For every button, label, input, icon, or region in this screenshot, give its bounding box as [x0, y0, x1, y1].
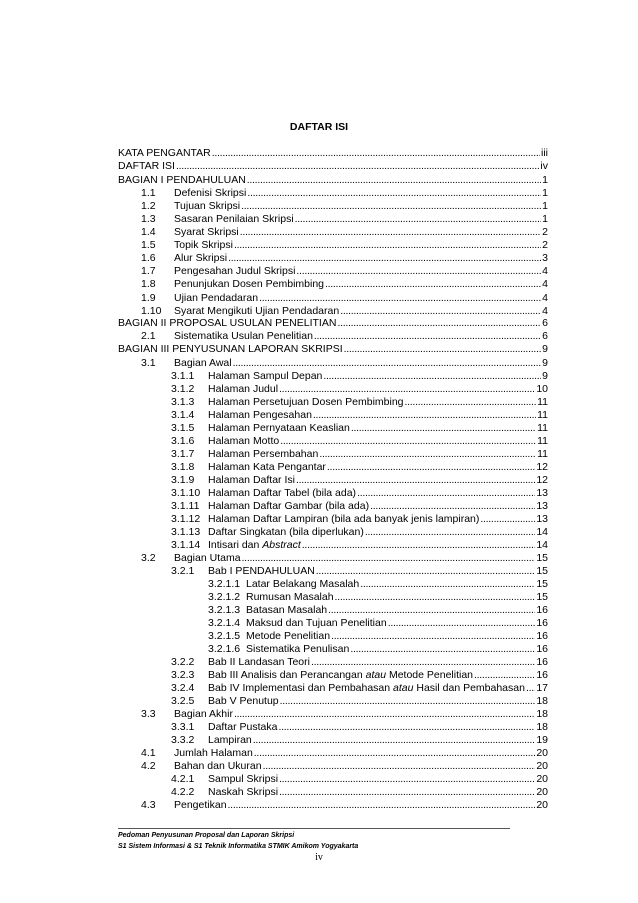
toc-leader-dots [327, 461, 535, 474]
toc-entry-title: Halaman Daftar Isi [208, 474, 295, 486]
toc-leader-dots [247, 187, 541, 200]
toc-entry-number: 1.4 [141, 226, 156, 238]
toc-entry-page: 1 [542, 213, 548, 225]
toc-entry-page: 16 [536, 617, 548, 629]
toc-entry-page: 19 [536, 734, 548, 746]
toc-entry-page: 15 [536, 565, 548, 577]
toc-leader-dots [405, 396, 537, 409]
toc-entry-title: BAGIAN I PENDAHULUAN [118, 174, 246, 186]
toc-entry-number: 3.2.1.1 [208, 578, 241, 590]
toc-entry-title: Halaman Sampul Depan [208, 370, 323, 382]
toc-entry [0, 187, 548, 200]
toc-entry [0, 591, 548, 604]
toc-entry-page: 11 [537, 435, 548, 447]
toc-entry-number: 3.3 [141, 708, 156, 720]
toc-entry-number: 3.2.2 [171, 656, 195, 668]
toc-entry [0, 630, 548, 643]
toc-entry-title: Ujian Pendadaran [174, 292, 259, 304]
toc-leader-dots [259, 292, 541, 305]
toc-entry-title: Halaman Daftar Lampiran (bila ada banyak jenis lampiran) [208, 513, 480, 525]
toc-leader-dots [480, 513, 535, 526]
toc-entry-title: KATA PENGANTAR [118, 147, 211, 159]
toc-entry-title: Sistematika Usulan Penelitian [174, 330, 313, 342]
toc-entry-title: Bab V Penutup [208, 695, 279, 707]
toc-entry-title: Alur Skripsi [174, 252, 228, 264]
toc-entry [0, 226, 548, 239]
toc-entry [0, 278, 548, 291]
toc-entry-page: 13 [536, 487, 548, 499]
toc-entry [0, 747, 548, 760]
toc-entry [0, 669, 548, 682]
toc-entry [0, 773, 548, 786]
toc-entry-page: 11 [537, 448, 548, 460]
toc-leader-dots [280, 695, 536, 708]
toc-entry [0, 526, 548, 539]
toc-entry-title: Daftar Pustaka [208, 721, 278, 733]
toc-entry-number: 4.2 [141, 760, 156, 772]
toc-entry-number: 3.1.9 [171, 474, 195, 486]
toc-entry-page: iii [541, 147, 548, 159]
toc-entry [0, 343, 548, 356]
toc-leader-dots [254, 747, 536, 760]
toc-entry [0, 786, 548, 799]
toc-leader-dots [296, 474, 535, 487]
toc-entry-page: 18 [536, 695, 548, 707]
toc-entry-number: 3.1.12 [171, 513, 201, 525]
toc-entry-page: 11 [537, 422, 548, 434]
toc-entry [0, 682, 548, 695]
toc-entry-number: 3.1.14 [171, 539, 201, 551]
toc-entry-page: iv [540, 160, 548, 172]
toc-entry [0, 760, 548, 773]
toc-entry-number: 3.2.1.4 [208, 617, 241, 629]
toc-entry-page: 15 [536, 591, 548, 603]
toc-leader-dots [241, 200, 541, 213]
toc-entry-page: 18 [536, 708, 548, 720]
toc-entry-title: BAGIAN II PROPOSAL USULAN PENELITIAN [118, 317, 337, 329]
toc-leader-dots [314, 330, 541, 343]
toc-leader-dots [228, 252, 541, 265]
toc-entry-title: Halaman Motto [208, 435, 280, 447]
toc-entry [0, 799, 548, 812]
toc-entry-page: 6 [542, 317, 548, 329]
toc-entry-page: 14 [536, 526, 548, 538]
toc-entry-title: Halaman Kata Pengantar [208, 461, 326, 473]
toc-entry-page: 16 [536, 643, 548, 655]
toc-entry-title: Halaman Pengesahan [208, 409, 312, 421]
page-title: DAFTAR ISI [289, 121, 349, 133]
toc-entry-title: Bahan dan Ukuran [174, 760, 262, 772]
toc-entry-page: 11 [537, 409, 548, 421]
footer-line-1: Pedoman Penyusunan Proposal dan Laporan Skripsi [118, 832, 295, 839]
toc-entry-page: 1 [542, 174, 548, 186]
toc-entry-page: 4 [542, 265, 548, 277]
toc-entry-title: Bab I PENDAHULUAN [208, 565, 315, 577]
toc-entry-page: 20 [536, 786, 548, 798]
toc-entry [0, 174, 548, 187]
toc-entry-number: 3.2.4 [171, 682, 195, 694]
toc-leader-dots [474, 669, 535, 682]
toc-entry [0, 448, 548, 461]
toc-entry [0, 147, 548, 160]
toc-entry-page: 16 [536, 669, 548, 681]
toc-entry-title: Pengetikan [174, 799, 227, 811]
toc-entry-page: 20 [536, 773, 548, 785]
toc-leader-dots [212, 147, 540, 160]
toc-entry [0, 239, 548, 252]
toc-entry-number: 3.2.1.5 [208, 630, 241, 642]
toc-entry-title: BAGIAN III PENYUSUNAN LAPORAN SKRIPSI [118, 343, 343, 355]
toc-entry-title: Lampiran [208, 734, 252, 746]
toc-entry [0, 721, 548, 734]
toc-entry-number: 3.1.10 [171, 487, 201, 499]
toc-entry-title: DAFTAR ISI [118, 160, 175, 172]
toc-entry-number: 1.8 [141, 278, 156, 290]
toc-entry-title: Intisari dan Abstract [208, 539, 301, 551]
toc-entry-number: 3.2.1.2 [208, 591, 241, 603]
toc-entry-title: Pengesahan Judul Skripsi [174, 265, 296, 277]
toc-entry-number: 3.3.2 [171, 734, 195, 746]
toc-entry-number: 2.1 [141, 330, 156, 342]
toc-leader-dots [360, 578, 535, 591]
toc-leader-dots [234, 239, 541, 252]
toc-entry-number: 3.2 [141, 552, 156, 564]
toc-entry [0, 200, 548, 213]
toc-entry [0, 513, 548, 526]
toc-entry-title: Bab IV Implementasi dan Pembahasan atau Hasil dan Pembahasan [208, 682, 525, 694]
toc-entry-number: 4.2.1 [171, 773, 195, 785]
toc-leader-dots [240, 226, 541, 239]
toc-leader-dots [296, 265, 541, 278]
toc-entry-title: Daftar Singkatan (bila diperlukan) [208, 526, 364, 538]
toc-entry [0, 565, 548, 578]
toc-leader-dots [295, 213, 542, 226]
toc-entry-title: Defenisi Skripsi [174, 187, 247, 199]
toc-entry-number: 3.1.5 [171, 422, 195, 434]
toc-entry-number: 3.1.4 [171, 409, 195, 421]
toc-entry [0, 317, 548, 330]
toc-leader-dots [278, 721, 535, 734]
toc-entry-number: 3.2.3 [171, 669, 195, 681]
toc-entry-number: 1.1 [141, 187, 156, 199]
toc-entry-title: Rumusan Masalah [246, 591, 334, 603]
toc-leader-dots [357, 487, 535, 500]
footer-divider [118, 828, 510, 829]
toc-leader-dots [331, 630, 535, 643]
toc-entry-page: 4 [542, 305, 548, 317]
toc-entry-title: Batasan Masalah [246, 604, 328, 616]
toc-leader-dots [370, 500, 535, 513]
toc-entry-page: 15 [536, 578, 548, 590]
toc-entry-title: Halaman Persetujuan Dosen Pembimbing [208, 396, 404, 408]
toc-entry-title: Sistematika Penulisan [246, 643, 350, 655]
toc-entry-page: 2 [542, 226, 548, 238]
toc-entry-number: 3.1.11 [171, 500, 200, 512]
toc-entry-title: Tujuan Skripsi [174, 200, 241, 212]
toc-entry [0, 160, 548, 173]
toc-entry-title: Metode Penelitian [246, 630, 331, 642]
toc-entry-page: 20 [536, 799, 548, 811]
toc-leader-dots [388, 617, 536, 630]
toc-entry-page: 12 [536, 474, 548, 486]
toc-entry-title: Maksud dan Tujuan Penelitian [246, 617, 387, 629]
toc-leader-dots [279, 786, 535, 799]
toc-leader-dots [351, 422, 536, 435]
toc-entry-title: Halaman Daftar Tabel (bila ada) [208, 487, 357, 499]
toc-entry-page: 15 [536, 552, 548, 564]
toc-leader-dots [335, 591, 536, 604]
toc-leader-dots [311, 656, 535, 669]
toc-leader-dots [337, 317, 541, 330]
toc-entry-number: 1.7 [141, 265, 156, 277]
toc-leader-dots [247, 174, 541, 187]
toc-entry [0, 500, 548, 513]
toc-entry-title: Halaman Persembahan [208, 448, 319, 460]
toc-entry [0, 539, 548, 552]
toc-entry-number: 3.1.6 [171, 435, 195, 447]
toc-entry-title: Bab II Landasan Teori [208, 656, 310, 668]
toc-entry-title: Penunjukan Dosen Pembimbing [174, 278, 325, 290]
toc-entry [0, 461, 548, 474]
toc-entry-number: 1.6 [141, 252, 156, 264]
toc-entry-title: Sasaran Penilaian Skripsi [174, 213, 294, 225]
toc-entry-page: 4 [542, 292, 548, 304]
toc-leader-dots [279, 773, 535, 786]
toc-entry [0, 409, 548, 422]
toc-entry [0, 252, 548, 265]
toc-entry [0, 422, 548, 435]
toc-entry-number: 3.3.1 [171, 721, 195, 733]
toc-entry-page: 9 [542, 370, 548, 382]
toc-entry [0, 474, 548, 487]
toc-entry-page: 13 [536, 513, 548, 525]
toc-entry-number: 3.2.1.6 [208, 643, 241, 655]
toc-entry-number: 3.1.13 [171, 526, 201, 538]
toc-entry-page: 17 [536, 682, 548, 694]
toc-entry-title: Bab III Analisis dan Perancangan atau Metode Penelitian [208, 669, 474, 681]
toc-leader-dots [302, 539, 536, 552]
toc-entry [0, 708, 548, 721]
toc-entry-title: Topik Skripsi [174, 239, 233, 251]
toc-entry-title: Bagian Utama [174, 552, 241, 564]
toc-entry [0, 695, 548, 708]
toc-entry-page: 4 [542, 278, 548, 290]
toc-entry-page: 18 [536, 721, 548, 733]
page-number: iv [315, 852, 323, 863]
toc-entry [0, 643, 548, 656]
toc-entry [0, 656, 548, 669]
toc-leader-dots [316, 565, 536, 578]
toc-leader-dots [319, 448, 536, 461]
toc-leader-dots [313, 409, 536, 422]
toc-entry-number: 3.2.1.3 [208, 604, 241, 616]
toc-leader-dots [176, 160, 539, 173]
toc-leader-dots [365, 526, 535, 539]
toc-entry-page: 1 [542, 200, 548, 212]
toc-entry-number: 4.2.2 [171, 786, 195, 798]
toc-leader-dots [328, 604, 535, 617]
toc-entry-title: Halaman Pernyataan Keaslian [208, 422, 350, 434]
toc-entry-page: 2 [542, 239, 548, 251]
toc-entry-page: 3 [542, 252, 548, 264]
toc-entry [0, 578, 548, 591]
toc-leader-dots [323, 370, 541, 383]
toc-entry [0, 383, 548, 396]
toc-entry-title: Bagian Akhir [174, 708, 233, 720]
toc-leader-dots [350, 643, 535, 656]
toc-entry-page: 16 [536, 604, 548, 616]
toc-entry-page: 9 [542, 343, 548, 355]
toc-entry [0, 734, 548, 747]
toc-leader-dots [344, 343, 542, 356]
toc-entry [0, 292, 548, 305]
toc-entry-page: 13 [536, 500, 548, 512]
toc-entry-number: 1.9 [141, 292, 156, 304]
toc-entry [0, 370, 548, 383]
toc-entry-number: 1.3 [141, 213, 156, 225]
toc-entry-number: 3.1 [141, 357, 156, 369]
toc-entry-title: Jumlah Halaman [174, 747, 253, 759]
toc-entry-number: 3.1.1 [171, 370, 195, 382]
toc-leader-dots [263, 760, 536, 773]
toc-entry [0, 330, 548, 343]
toc-entry-title: Bagian Awal [174, 357, 232, 369]
toc-entry [0, 604, 548, 617]
toc-entry-number: 1.2 [141, 200, 156, 212]
toc-entry [0, 487, 548, 500]
toc-entry-number: 3.1.2 [171, 383, 195, 395]
toc-entry-number: 3.2.5 [171, 695, 195, 707]
toc-leader-dots [234, 708, 535, 721]
toc-entry-number: 1.10 [141, 305, 162, 317]
toc-entry [0, 435, 548, 448]
toc-entry [0, 265, 548, 278]
toc-entry-page: 14 [536, 539, 548, 551]
toc-entry-page: 10 [536, 383, 548, 395]
toc-entry-page: 20 [536, 747, 548, 759]
toc-leader-dots [280, 435, 536, 448]
toc-leader-dots [279, 383, 535, 396]
toc-leader-dots [325, 278, 541, 291]
toc-leader-dots [228, 799, 536, 812]
toc-entry-title: Halaman Daftar Gambar (bila ada) [208, 500, 370, 512]
toc-entry-number: 3.2.1 [171, 565, 195, 577]
toc-entry-page: 9 [542, 357, 548, 369]
toc-entry-page: 11 [537, 396, 548, 408]
toc-entry-page: 16 [536, 656, 548, 668]
toc-entry-title: Halaman Judul [208, 383, 279, 395]
toc-entry-page: 20 [536, 760, 548, 772]
toc-entry-number: 3.1.7 [171, 448, 195, 460]
toc-leader-dots [242, 552, 536, 565]
toc-entry-page: 6 [542, 330, 548, 342]
toc-entry-title: Naskah Skripsi [208, 786, 279, 798]
toc-entry [0, 617, 548, 630]
toc-entry [0, 396, 548, 409]
toc-entry-page: 12 [536, 461, 548, 473]
toc-entry [0, 552, 548, 565]
toc-entry [0, 357, 548, 370]
toc-entry [0, 213, 548, 226]
toc-entry-number: 4.3 [141, 799, 156, 811]
toc-entry-title: Syarat Mengikuti Ujian Pendadaran [174, 305, 340, 317]
toc-entry-title: Latar Belakang Masalah [246, 578, 360, 590]
toc-entry-number: 3.1.3 [171, 396, 195, 408]
toc-entry-number: 3.1.8 [171, 461, 195, 473]
toc-leader-dots [526, 682, 535, 695]
toc-entry-page: 16 [536, 630, 548, 642]
toc-entry-page: 1 [542, 187, 548, 199]
footer-line-2: S1 Sistem Informasi & S1 Teknik Informatika STMIK Amikom Yogyakarta [118, 843, 359, 850]
toc-leader-dots [253, 734, 536, 747]
toc-entry-title: Sampul Skripsi [208, 773, 279, 785]
toc-entry-number: 4.1 [141, 747, 156, 759]
toc-entry-title: Syarat Skripsi [174, 226, 239, 238]
toc-entry-number: 1.5 [141, 239, 156, 251]
toc-leader-dots [233, 357, 542, 370]
